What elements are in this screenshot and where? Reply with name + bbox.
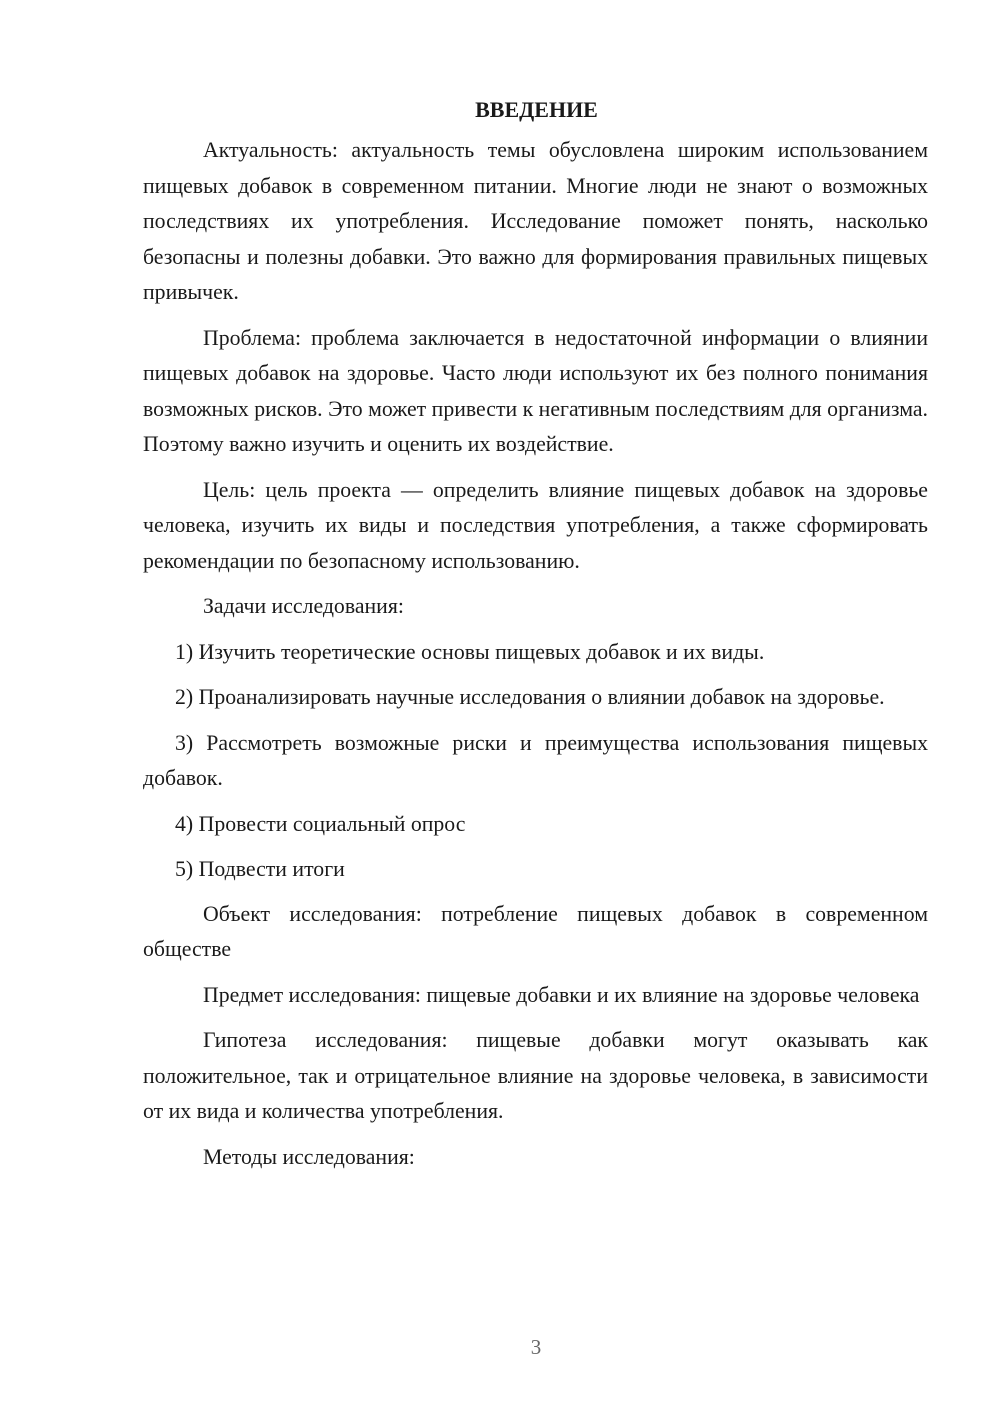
- paragraph-methods: Методы исследования:: [203, 1144, 415, 1169]
- task-item-4: 4) Провести социальный опрос: [175, 811, 466, 836]
- paragraph-object: Объект исследования: потребление пищевых добавок в современном обществе: [143, 901, 928, 961]
- paragraph-subject: Предмет исследования: пищевые добавки и их влияние на здоровье человека: [203, 982, 920, 1007]
- task-item-2: 2) Проанализировать научные исследования о влиянии добавок на здоровье.: [175, 685, 885, 709]
- paragraph-tasks-heading: Задачи исследования:: [203, 594, 404, 618]
- page-number: 3: [530, 1335, 542, 1359]
- task-item-5: 5) Подвести итоги: [175, 857, 345, 881]
- task-item-3: 3) Рассмотреть возможные риски и преимущества использования пищевых добавок.: [143, 730, 928, 790]
- page-title: ВВЕДЕНИЕ: [475, 97, 598, 122]
- paragraph-relevance: Актуальность: актуальность темы обусловлена широким использованием пищевых добавок в современном питании. Многие люди не знают о возможных последствиях их употребления. Исследование поможет понять, насколько безопасны и полезны добавки. Это важно для формирования правильных пищевых привычек.: [143, 138, 928, 304]
- paragraph-goal: Цель: цель проекта — определить влияние пищевых добавок на здоровье человека, изучить их виды и последствия употребления, а также сформировать рекомендации по безопасному использованию.: [143, 477, 928, 573]
- paragraph-problem: Проблема: проблема заключается в недостаточной информации о влиянии пищевых добавок на здоровье. Часто люди используют их без полного понимания возможных рисков. Это может привести к негативным последствиям для организма. Поэтому важно изучить и оценить их воздействие.: [143, 325, 928, 456]
- task-item-1: 1) Изучить теоретические основы пищевых добавок и их виды.: [175, 639, 765, 664]
- paragraph-hypothesis: Гипотеза исследования: пищевые добавки могут оказывать как положительное, так и отрицательное влияние на здоровье человека, в зависимости от их вида и количества употребления.: [143, 1028, 928, 1123]
- document-page: [143, 95, 928, 1185]
